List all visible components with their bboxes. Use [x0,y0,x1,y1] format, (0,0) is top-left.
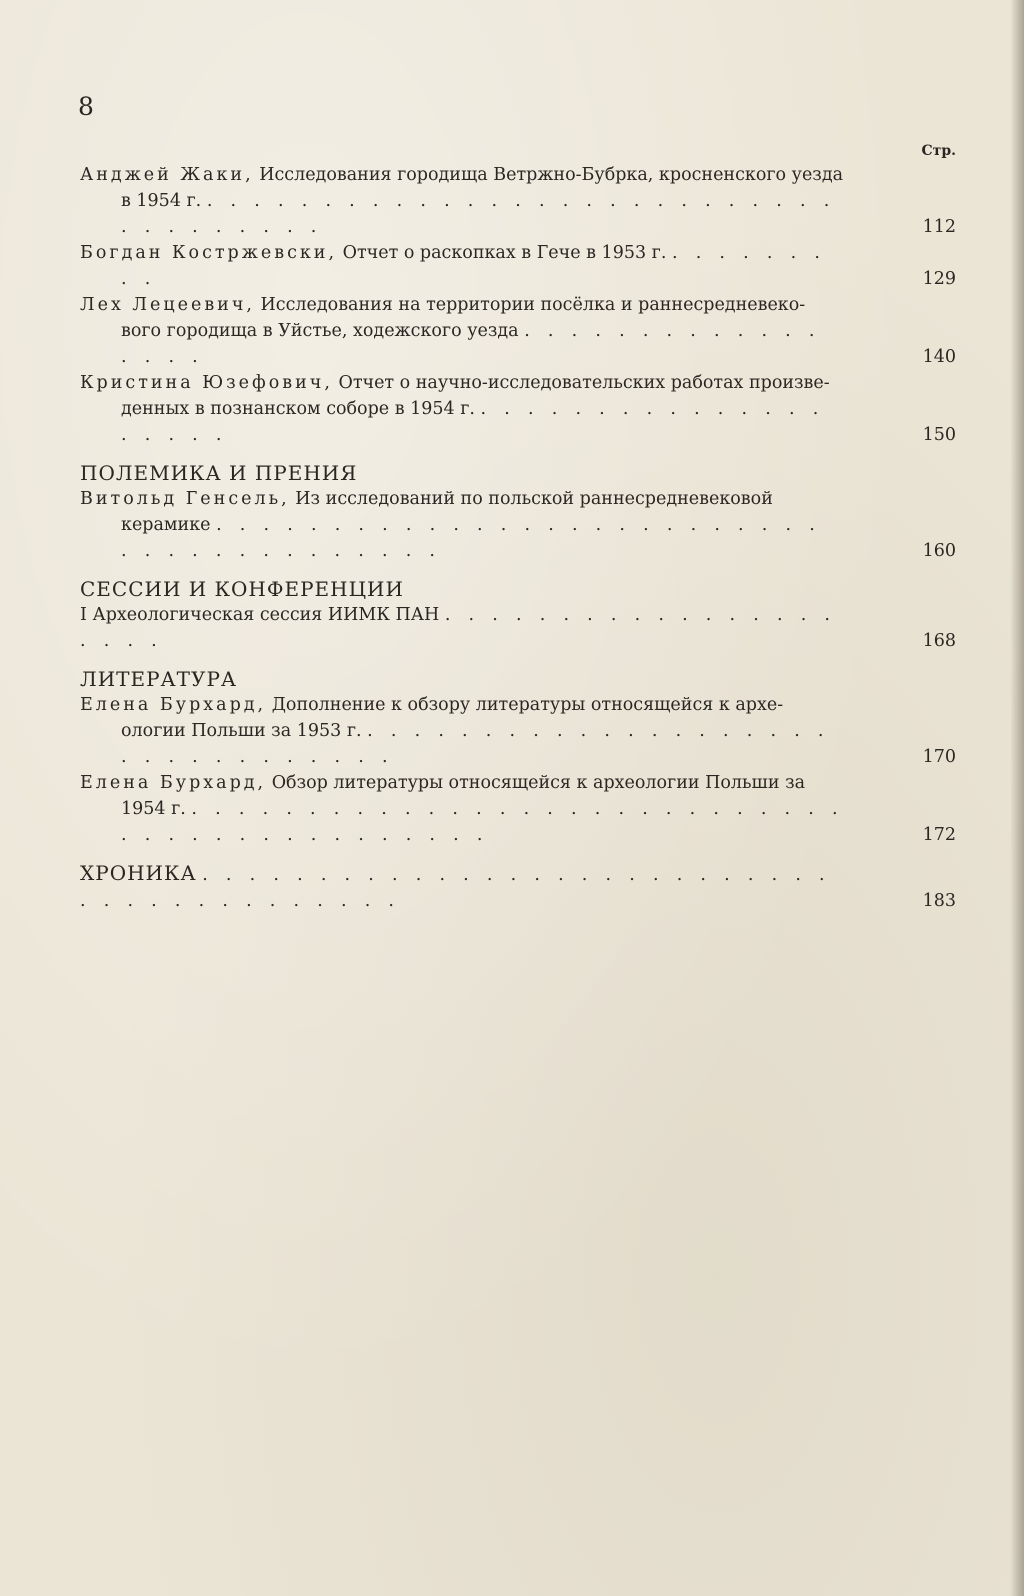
toc-entry [80,692,956,770]
section-heading-chronicle: ХРОНИКА [80,861,197,885]
toc-entry [80,770,956,848]
toc-entry [80,486,956,564]
leader-dots: . . . . . . . . . . . . . . . . . [121,321,821,367]
entry-title: Из исследований по польской раннесредневековой [295,489,773,509]
entry-page-number: 183 [922,891,956,911]
entry-page-number: 129 [922,269,956,289]
entry-author: Кристина Юзефович, [80,373,333,393]
entry-author: Елена Бурхард, [80,773,267,793]
entry-page-number: 168 [922,631,956,651]
entry-author: Анджей Жаки, [80,165,254,185]
entry-author: Елена Бурхард, [80,695,267,715]
page-number: 8 [78,92,94,121]
entry-title: I Археологическая сессия ИИМК ПАН [80,605,440,625]
entry-title: Исследования на территории посёлка и раннесредневеко- [260,295,806,315]
section-heading-polemics: ПОЛЕМИКА И ПРЕНИЯ [80,461,358,485]
leader-dots: . . . . . . . . . . . . . . . . . . . . . . . . . . . . . . . . . . . . . . . . . . . . [121,799,844,845]
toc-entry [80,240,956,292]
entry-title-cont: ологии Польши за 1953 г. [121,721,362,741]
leader-dots: . . . . . . . . . . . . . . . . . . . . . [80,605,837,651]
leader-dots: . . . . . . . . . . . . . . . . . . . . . . . . . . . . . . . . . . . . . . . . . [80,865,831,911]
page-column-header: Стр. [921,143,956,159]
page-edge-shadow [1010,0,1024,1596]
entry-title-cont: за 1954 г. [121,773,806,819]
toc-entry [80,162,956,240]
toc-entry [80,602,956,654]
entry-title: Дополнение к обзору литературы относящейся к архе- [271,695,784,715]
entry-title-cont: уезда в 1954 г. [121,165,844,211]
entry-title-cont: керамике [121,515,211,535]
entry-author: Лех Лецеевич, [80,295,255,315]
leader-dots: . . . . . . . . . . . . . . . . . . . . . . . . . . . . . . . . [121,721,830,767]
entry-author: Богдан Костржевски, [80,243,338,263]
entry-page-number: 150 [922,425,956,445]
entry-title-cont: вого городища в Уйстье, ходежского уезда [121,321,519,341]
toc-entry-chronicle [80,860,956,914]
entry-title: Отчет о научно-исследовательских работах произве- [338,373,830,393]
section-heading-literature: ЛИТЕРАТУРА [80,667,238,691]
entry-author: Витольд Генсель, [80,489,290,509]
toc-entry [80,370,956,448]
entry-title: Обзор литературы относящейся к археологии Польши [271,773,780,793]
entry-page-number: 172 [922,825,956,845]
leader-dots: . . . . . . . . . [121,243,827,289]
toc-entry [80,292,956,370]
entry-page-number: 170 [922,747,956,767]
table-of-contents [80,162,956,914]
entry-title: Отчет о раскопках в Гече в 1953 г. [342,243,667,263]
leader-dots: . . . . . . . . . . . . . . . . . . . . . . . . . . . . . . . . . . . . [121,191,836,237]
entry-page-number: 112 [922,217,956,237]
leader-dots: . . . . . . . . . . . . . . . . . . . . . . . . . . . . . . . . . . . . . . . . [121,515,822,561]
entry-page-number: 140 [922,347,956,367]
entry-page-number: 160 [922,541,956,561]
section-heading-sessions: СЕССИИ И КОНФЕРЕНЦИИ [80,577,404,601]
entry-title-cont: денных в познанском соборе в 1954 г. [121,399,475,419]
entry-title: Исследования городища Ветржно-Бубрка, кросненского [259,165,787,185]
leader-dots: . . . . . . . . . . . . . . . . . . . . [121,399,825,445]
